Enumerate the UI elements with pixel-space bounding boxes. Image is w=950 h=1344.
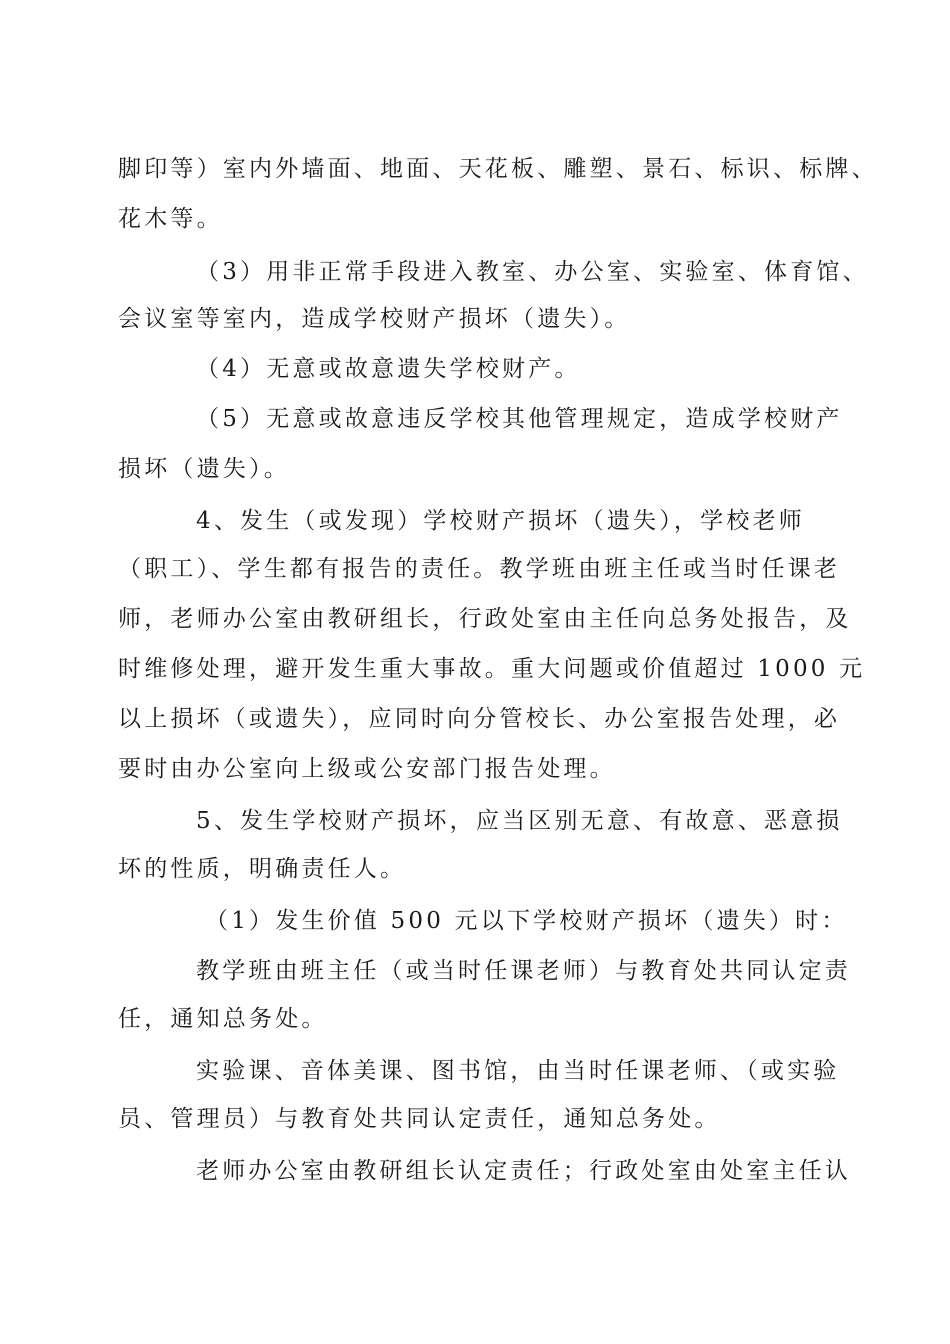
text-line: 以上损坏（或遗失），应同时向分管校长、办公室报告处理，必 xyxy=(118,706,841,732)
text-line: （1）发生价值 500 元以下学校财产损坏（遗失）时： xyxy=(205,908,848,934)
text-line: 4、发生（或发现）学校财产损坏（遗失），学校老师 xyxy=(196,508,805,534)
text-line: 坏的性质，明确责任人。 xyxy=(118,856,407,882)
text-line: 脚印等）室内外墙面、地面、天花板、雕塑、景石、标识、标牌、 xyxy=(118,156,878,182)
text-line: （5）无意或故意违反学校其他管理规定，造成学校财产 xyxy=(196,406,843,432)
text-line: （4）无意或故意遗失学校财产。 xyxy=(196,356,581,382)
text-line: 要时由办公室向上级或公安部门报告处理。 xyxy=(118,756,616,782)
text-line: 老师办公室由教研组长认定责任；行政处室由处室主任认 xyxy=(196,1158,851,1184)
text-line: 教学班由班主任（或当时任课老师）与教育处共同认定责 xyxy=(196,958,851,984)
text-line: 时维修处理，避开发生重大事故。重大问题或价值超过 1000 元 xyxy=(118,656,866,682)
text-line: 任，通知总务处。 xyxy=(118,1006,328,1032)
text-line: 员、管理员）与教育处共同认定责任，通知总务处。 xyxy=(118,1106,721,1132)
text-line: 5、发生学校财产损坏，应当区别无意、有故意、恶意损 xyxy=(196,808,843,834)
text-line: 花木等。 xyxy=(118,206,223,232)
text-line: 损坏（遗失）。 xyxy=(118,456,290,482)
text-line: 会议室等室内，造成学校财产损坏（遗失）。 xyxy=(118,306,631,332)
text-line: （职工）、学生都有报告的责任。教学班由班主任或当时任课老 xyxy=(118,556,841,582)
text-line: （3）用非正常手段进入教室、办公室、实验室、体育馆、 xyxy=(196,259,869,285)
text-line: 师，老师办公室由教研组长，行政处室由主任向总务处报告，及 xyxy=(118,606,852,632)
text-line: 实验课、音体美课、图书馆，由当时任课老师、（或实验 xyxy=(196,1058,840,1084)
